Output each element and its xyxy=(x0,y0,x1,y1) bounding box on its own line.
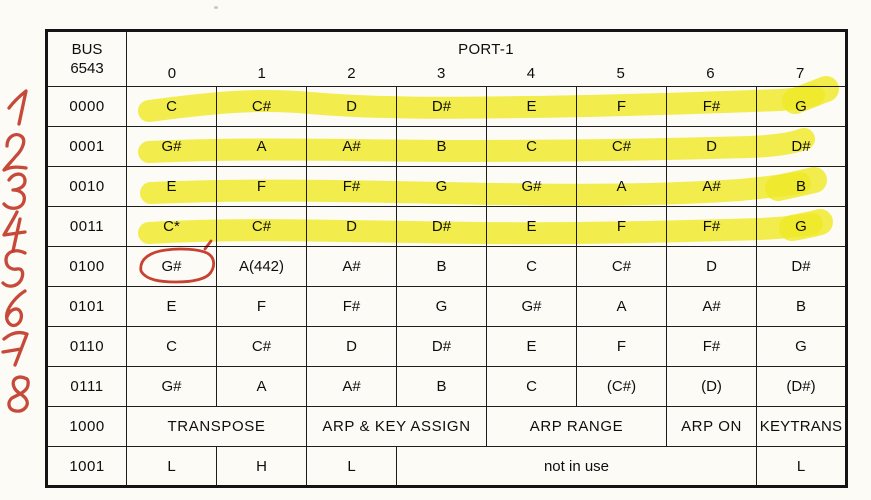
table-cell: (C#) xyxy=(577,367,667,407)
table-cell: D# xyxy=(397,87,487,127)
scan-speck xyxy=(214,6,218,9)
table-cell: D# xyxy=(397,327,487,367)
table-cell: G xyxy=(757,207,847,247)
table-cell: D xyxy=(667,247,757,287)
table-row xyxy=(47,287,847,327)
row-label: 0100 xyxy=(47,247,127,287)
margin-number-7 xyxy=(3,333,27,365)
table-cell: C xyxy=(487,247,577,287)
table-cell: A# xyxy=(307,367,397,407)
table-cell: G# xyxy=(127,367,217,407)
table-cell: F# xyxy=(667,87,757,127)
table-cell: F xyxy=(217,167,307,207)
table-cell: C xyxy=(127,87,217,127)
table-cell: A# xyxy=(667,287,757,327)
table-cell: F# xyxy=(667,327,757,367)
table-cell: G xyxy=(757,327,847,367)
row-label: 0011 xyxy=(47,207,127,247)
level-cell: H xyxy=(217,447,307,487)
table-cell: F xyxy=(577,207,667,247)
bus-port-mapping-table xyxy=(45,29,848,488)
table-cell: A xyxy=(217,367,307,407)
level-cell: L xyxy=(127,447,217,487)
level-cell: L xyxy=(307,447,397,487)
table-cell: C# xyxy=(577,247,667,287)
table-row xyxy=(47,87,847,127)
table-row xyxy=(47,167,847,207)
table-cell: B xyxy=(757,287,847,327)
table-cell: A(442) xyxy=(217,247,307,287)
table-cell: D# xyxy=(757,127,847,167)
table-cell: F xyxy=(217,287,307,327)
table-cell: A# xyxy=(307,127,397,167)
row-label: 1000 xyxy=(47,407,127,447)
corner-line2: 6543 xyxy=(70,60,104,77)
table-cell: D xyxy=(307,87,397,127)
header-row xyxy=(47,31,847,87)
function-cell-transpose: TRANSPOSE xyxy=(127,407,307,447)
table-cell: C xyxy=(487,367,577,407)
margin-number-4 xyxy=(4,212,25,251)
row-label: 0010 xyxy=(47,167,127,207)
table-cell: B xyxy=(757,167,847,207)
column-header: 4 xyxy=(526,64,536,82)
table-cell: E xyxy=(487,87,577,127)
table-cell: B xyxy=(397,127,487,167)
function-row xyxy=(47,407,847,447)
table-cell: G# xyxy=(487,287,577,327)
column-header: 3 xyxy=(436,64,446,82)
margin-number-6 xyxy=(7,291,25,325)
table-cell-circled: G# xyxy=(127,247,217,287)
table-cell: C xyxy=(127,327,217,367)
table-row xyxy=(47,367,847,407)
margin-number-3 xyxy=(4,174,25,208)
table-cell: F# xyxy=(307,287,397,327)
column-header: 1 xyxy=(257,64,266,82)
table-cell: G# xyxy=(487,167,577,207)
table-cell: G xyxy=(757,87,847,127)
level-cell-not-in-use: not in use xyxy=(397,447,757,487)
function-cell-arp-range: ARP RANGE xyxy=(487,407,667,447)
table-cell: B xyxy=(397,367,487,407)
port-header xyxy=(127,31,847,87)
table-row xyxy=(47,207,847,247)
margin-number-2 xyxy=(4,135,26,170)
column-header: 0 xyxy=(167,64,177,82)
table-cell: A# xyxy=(667,167,757,207)
column-header: 7 xyxy=(795,64,805,82)
table-cell: C# xyxy=(217,207,307,247)
corner-header-bus-6543 xyxy=(47,31,127,87)
row-label: 0000 xyxy=(47,87,127,127)
table-cell: C# xyxy=(217,87,307,127)
table-cell: C# xyxy=(217,327,307,367)
table-cell: C xyxy=(487,127,577,167)
row-label: 1001 xyxy=(47,447,127,487)
corner-line1: BUS xyxy=(71,40,103,58)
table-cell: E xyxy=(127,287,217,327)
table-cell: C# xyxy=(577,127,667,167)
table-cell: D# xyxy=(757,247,847,287)
row-label: 0111 xyxy=(47,367,127,407)
table-cell: E xyxy=(127,167,217,207)
table-cell: G xyxy=(397,167,487,207)
function-cell-arp-key-assign: ARP & KEY ASSIGN xyxy=(307,407,487,447)
table-cell: F# xyxy=(307,167,397,207)
table-cell: D xyxy=(667,127,757,167)
table-cell: E xyxy=(487,207,577,247)
row-label: 0110 xyxy=(47,327,127,367)
margin-number-8 xyxy=(9,377,28,411)
table-cell: G# xyxy=(127,127,217,167)
table-cell: F# xyxy=(667,207,757,247)
table-cell: (D#) xyxy=(757,367,847,407)
function-cell-keytrans: KEYTRANS xyxy=(757,407,847,447)
column-headers xyxy=(127,65,845,82)
port-title: PORT-1 xyxy=(458,40,514,58)
function-cell-arp-on: ARP ON xyxy=(667,407,757,447)
level-cell: L xyxy=(757,447,847,487)
column-header: 6 xyxy=(706,64,715,82)
margin-number-5 xyxy=(3,251,25,286)
table-row xyxy=(47,327,847,367)
table-cell: F xyxy=(577,87,667,127)
table-cell: E xyxy=(487,327,577,367)
table-cell: A xyxy=(217,127,307,167)
column-header: 5 xyxy=(616,64,625,82)
margin-numbers xyxy=(3,91,28,411)
table-cell: D xyxy=(307,207,397,247)
table-row xyxy=(47,247,847,287)
table-cell: D xyxy=(307,327,397,367)
level-row xyxy=(47,447,847,487)
table-cell: G xyxy=(397,287,487,327)
table-cell: F xyxy=(577,327,667,367)
table-cell: C* xyxy=(127,207,217,247)
table-cell: A xyxy=(577,287,667,327)
row-label: 0101 xyxy=(47,287,127,327)
table-row xyxy=(47,127,847,167)
table-cell: B xyxy=(397,247,487,287)
table-cell: A xyxy=(577,167,667,207)
table-cell: (D) xyxy=(667,367,757,407)
column-header: 2 xyxy=(347,64,356,82)
margin-number-1 xyxy=(9,91,26,124)
table-cell: A# xyxy=(307,247,397,287)
row-label: 0001 xyxy=(47,127,127,167)
table-cell: D# xyxy=(397,207,487,247)
